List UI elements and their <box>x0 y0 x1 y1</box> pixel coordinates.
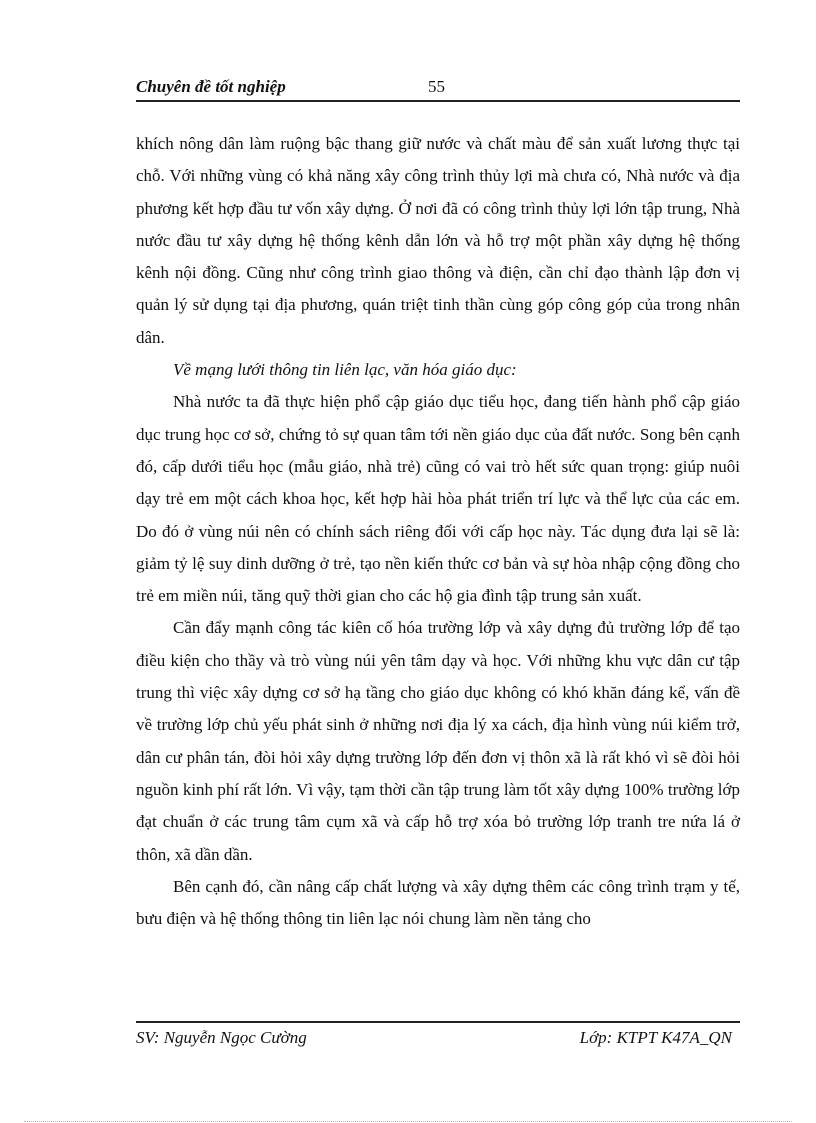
class-name: Lớp: KTPT K47A_QN <box>579 1028 732 1047</box>
student-name: SV: Nguyễn Ngọc Cường <box>136 1028 307 1047</box>
page-edge-divider <box>24 1121 792 1122</box>
paragraph-school-construction: Cần đẩy mạnh công tác kiên cố hóa trường lớp và xây dựng đủ trường lớp để tạo điều kiện cho thầy và trò vùng núi yên tâm dạy và học. Với những khu vực dân cư tập trung thì việc xây dựng cơ sở hạ tầng cho giáo dục không có khó khăn đáng kể, vấn đề về trường lớp chủ yếu phát sinh ở những nơi địa lý xa cách, địa hình vùng núi kiểm trở, dân cư phân tán, đòi hỏi xây dựng trường lớp đến đơn vị thôn xã là rất khó vì sẽ đòi hỏi nguồn kinh phí rất lớn. Vì vậy, tạm thời cần tập trung làm tốt xây dựng 100% trường lớp đạt chuẩn ở các trung tâm cụm xã và cấp hỗ trợ xóa bỏ trường lớp tranh tre nứa lá ở thôn, xã dần dần. <box>136 618 740 864</box>
document-body <box>136 128 740 935</box>
paragraph-education: Nhà nước ta đã thực hiện phổ cập giáo dục tiểu học, đang tiến hành phổ cập giáo dục trung học cơ sở, chứng tỏ sự quan tâm tới nền giáo dục của đất nước. Song bên cạnh đó, cấp dưới tiểu học (mẫu giáo, nhà trẻ) cũng có vai trò hết sức quan trọng: giúp nuôi dạy trẻ em một cách khoa học, kết hợp hài hòa phát triển trí lực và thể lực của các em. Do đó ở vùng núi nên có chính sách riêng đối với cấp học này. Tác dụng đưa lại sẽ là: giảm tỷ lệ suy dinh dưỡng ở trẻ, tạo nền kiến thức cơ bản và sự hòa nhập cộng đồng cho trẻ em miền núi, tăng quỹ thời gian cho các hộ gia đình tập trung sản xuất. <box>136 392 740 606</box>
page-footer <box>136 1021 740 1049</box>
document-title: Chuyên đề tốt nghiệp <box>136 77 286 96</box>
page-number: 55 <box>428 77 445 96</box>
page-header <box>136 76 740 102</box>
paragraph-continuation: khích nông dân làm ruộng bậc thang giữ nước và chất màu để sản xuất lương thực tại chỗ. Với những vùng có khả năng xây công trình thủy lợi mà chưa có, Nhà nước và địa phương kết hợp đầu tư vốn xây dựng. Ở nơi đã có công trình thủy lợi lớn tập trung, Nhà nước đầu tư xây dựng hệ thống kênh dẫn lớn và hỗ trợ một phần xây dựng hệ thống kênh nội đồng. Cũng như công trình giao thông và điện, cần chỉ đạo thành lập đơn vị quản lý sử dụng tại địa phương, quán triệt tinh thần cùng góp công góp của trong nhân dân. <box>136 134 740 347</box>
paragraph-infrastructure: Bên cạnh đó, cần nâng cấp chất lượng và xây dựng thêm các công trình trạm y tế, bưu điện và hệ thống thông tin liên lạc nói chung làm nền tảng cho <box>136 876 740 929</box>
section-subheading: Về mạng lưới thông tin liên lạc, văn hóa giáo dục: <box>173 360 517 380</box>
